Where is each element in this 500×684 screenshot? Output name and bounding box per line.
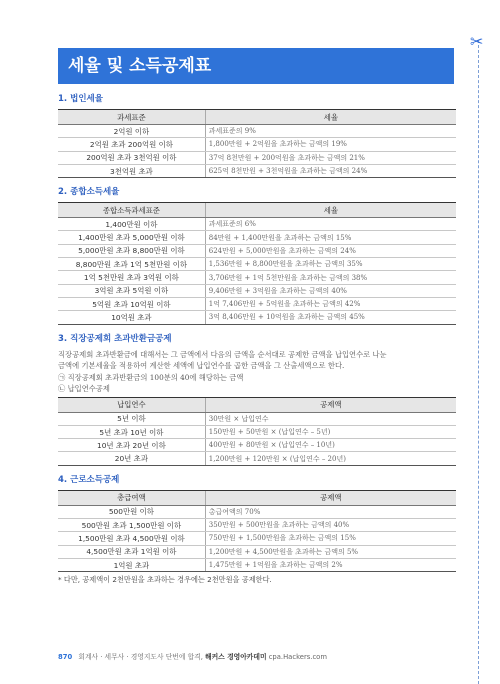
rate-cell: 과세표준의 9%	[205, 125, 456, 138]
rate-cell: 3억 8,406만원 + 10억원을 초과하는 금액의 45%	[205, 311, 456, 324]
table-row	[58, 284, 456, 297]
bracket-cell: 5,000만원 초과 8,800만원 이하	[58, 244, 205, 257]
footer-brand: 해커스 경영아카데미	[205, 653, 267, 661]
table-row	[58, 532, 456, 545]
scissors-icon: ✂	[470, 32, 484, 51]
deduction-cell: 30만원 × 납입연수	[205, 412, 456, 425]
bracket-cell: 4,500만원 초과 1억원 이하	[58, 545, 205, 558]
table-header: 공제액	[205, 490, 456, 505]
table-row	[58, 452, 456, 465]
bracket-cell: 200억원 초과 3천억원 이하	[58, 151, 205, 164]
table-row	[58, 545, 456, 558]
table-row	[58, 425, 456, 438]
footer-text: 회계사 · 세무사 · 경영지도사 단번에 합격,	[78, 653, 203, 661]
bracket-cell: 5억원 초과 10억원 이하	[58, 297, 205, 310]
page-footer	[58, 651, 327, 661]
deduction-cell: 400만원 + 80만원 × (납입연수 – 10년)	[205, 439, 456, 452]
table-row	[58, 297, 456, 310]
table-row	[58, 231, 456, 244]
corporate-tax-rate-table	[58, 109, 456, 178]
bracket-cell: 1,400만원 이하	[58, 218, 205, 231]
rate-cell: 1,800만원 + 2억원을 초과하는 금액의 19%	[205, 138, 456, 151]
page-content	[58, 94, 456, 585]
table-row	[58, 164, 456, 177]
bracket-cell: 500만원 이하	[58, 505, 205, 518]
table-header: 공제액	[205, 397, 456, 412]
table-header: 총급여액	[58, 490, 205, 505]
deduction-cell: 750만원 + 1,500만원을 초과하는 금액의 15%	[205, 532, 456, 545]
bracket-cell: 1억원 초과	[58, 558, 205, 571]
table-header: 종합소득과세표준	[58, 203, 205, 218]
rate-cell: 1,536만원 + 8,800만원을 초과하는 금액의 35%	[205, 258, 456, 271]
bracket-cell: 1,500만원 초과 4,500만원 이하	[58, 532, 205, 545]
table-row	[58, 258, 456, 271]
footnote: * 다만, 공제액이 2천만원을 초과하는 경우에는 2천만원을 공제한다.	[58, 575, 272, 585]
bracket-cell: 2억원 초과 200억원 이하	[58, 138, 205, 151]
table-row	[58, 519, 456, 532]
deduction-cell: 350만원 + 500만원을 초과하는 금액의 40%	[205, 519, 456, 532]
section-4-title: 4. 근로소득공제	[58, 474, 120, 485]
bracket-cell: 20년 초과	[58, 452, 205, 465]
table-row	[58, 412, 456, 425]
income-tax-rate-table	[58, 202, 456, 324]
table-row	[58, 271, 456, 284]
earned-income-deduction-table	[58, 490, 456, 572]
table-header: 세율	[205, 203, 456, 218]
table-row	[58, 244, 456, 257]
paragraph-line: ㉡ 납입연수공제	[58, 384, 110, 394]
rate-cell: 과세표준의 6%	[205, 218, 456, 231]
bracket-cell: 8,800만원 초과 1억 5천만원 이하	[58, 258, 205, 271]
page-title: 세율 및 소득공제표	[58, 48, 454, 84]
table-header: 납입연수	[58, 397, 205, 412]
rate-cell: 624만원 + 5,000만원을 초과하는 금액의 24%	[205, 244, 456, 257]
deduction-cell: 총급여액의 70%	[205, 505, 456, 518]
table-header: 과세표준	[58, 110, 205, 125]
bracket-cell: 1,400만원 초과 5,000만원 이하	[58, 231, 205, 244]
footer-url: cpa.Hackers.com	[268, 653, 327, 661]
section-2-title: 2. 종합소득세율	[58, 187, 120, 198]
table-row	[58, 558, 456, 571]
table-row	[58, 218, 456, 231]
deduction-cell: 1,200만원 + 4,500만원을 초과하는 금액의 5%	[205, 545, 456, 558]
rate-cell: 625억 8천만원 + 3천억원을 초과하는 금액의 24%	[205, 164, 456, 177]
bracket-cell: 3억원 초과 5억원 이하	[58, 284, 205, 297]
deduction-cell: 150만원 + 50만원 × (납입연수 – 5년)	[205, 425, 456, 438]
table-row	[58, 138, 456, 151]
deduction-cell: 1,200만원 + 120만원 × (납입연수 – 20년)	[205, 452, 456, 465]
table-row	[58, 125, 456, 138]
paragraph-line: 금액에 기본세율을 적용하여 계산한 세액에 납입연수를 곱한 금액을 그 산출세액으로 한다.	[58, 361, 345, 371]
table-header: 세율	[205, 110, 456, 125]
paragraph-line: ㉠ 직장공제회 초과반환금의 100분의 40에 해당하는 금액	[58, 372, 244, 382]
deduction-cell: 1,475만원 + 1억원을 초과하는 금액의 2%	[205, 558, 456, 571]
rate-cell: 9,406만원 + 3억원을 초과하는 금액의 40%	[205, 284, 456, 297]
bracket-cell: 10억원 초과	[58, 311, 205, 324]
paragraph-line: 직장공제회 초과반환금에 대해서는 그 금액에서 다음의 금액을 순서대로 공제한 금액을 납입연수로 나눈	[58, 349, 387, 359]
page-number: 870	[58, 653, 73, 661]
bracket-cell: 5년 초과 10년 이하	[58, 425, 205, 438]
bracket-cell: 2억원 이하	[58, 125, 205, 138]
bracket-cell: 1억 5천만원 초과 3억원 이하	[58, 271, 205, 284]
table-row	[58, 505, 456, 518]
cut-line	[478, 40, 479, 684]
bracket-cell: 3천억원 초과	[58, 164, 205, 177]
bracket-cell: 5년 이하	[58, 412, 205, 425]
table-row	[58, 311, 456, 324]
payment-years-deduction-table	[58, 397, 456, 466]
rate-cell: 84만원 + 1,400만원을 초과하는 금액의 15%	[205, 231, 456, 244]
bracket-cell: 500만원 초과 1,500만원 이하	[58, 519, 205, 532]
section-1-title: 1. 법인세율	[58, 94, 103, 104]
table-row	[58, 439, 456, 452]
table-row	[58, 151, 456, 164]
bracket-cell: 10년 초과 20년 이하	[58, 439, 205, 452]
rate-cell: 37억 8천만원 + 200억원을 초과하는 금액의 21%	[205, 151, 456, 164]
rate-cell: 1억 7,406만원 + 5억원을 초과하는 금액의 42%	[205, 297, 456, 310]
rate-cell: 3,706만원 + 1억 5천만원을 초과하는 금액의 38%	[205, 271, 456, 284]
section-3-title: 3. 직장공제회 초과반환금공제	[58, 333, 172, 344]
